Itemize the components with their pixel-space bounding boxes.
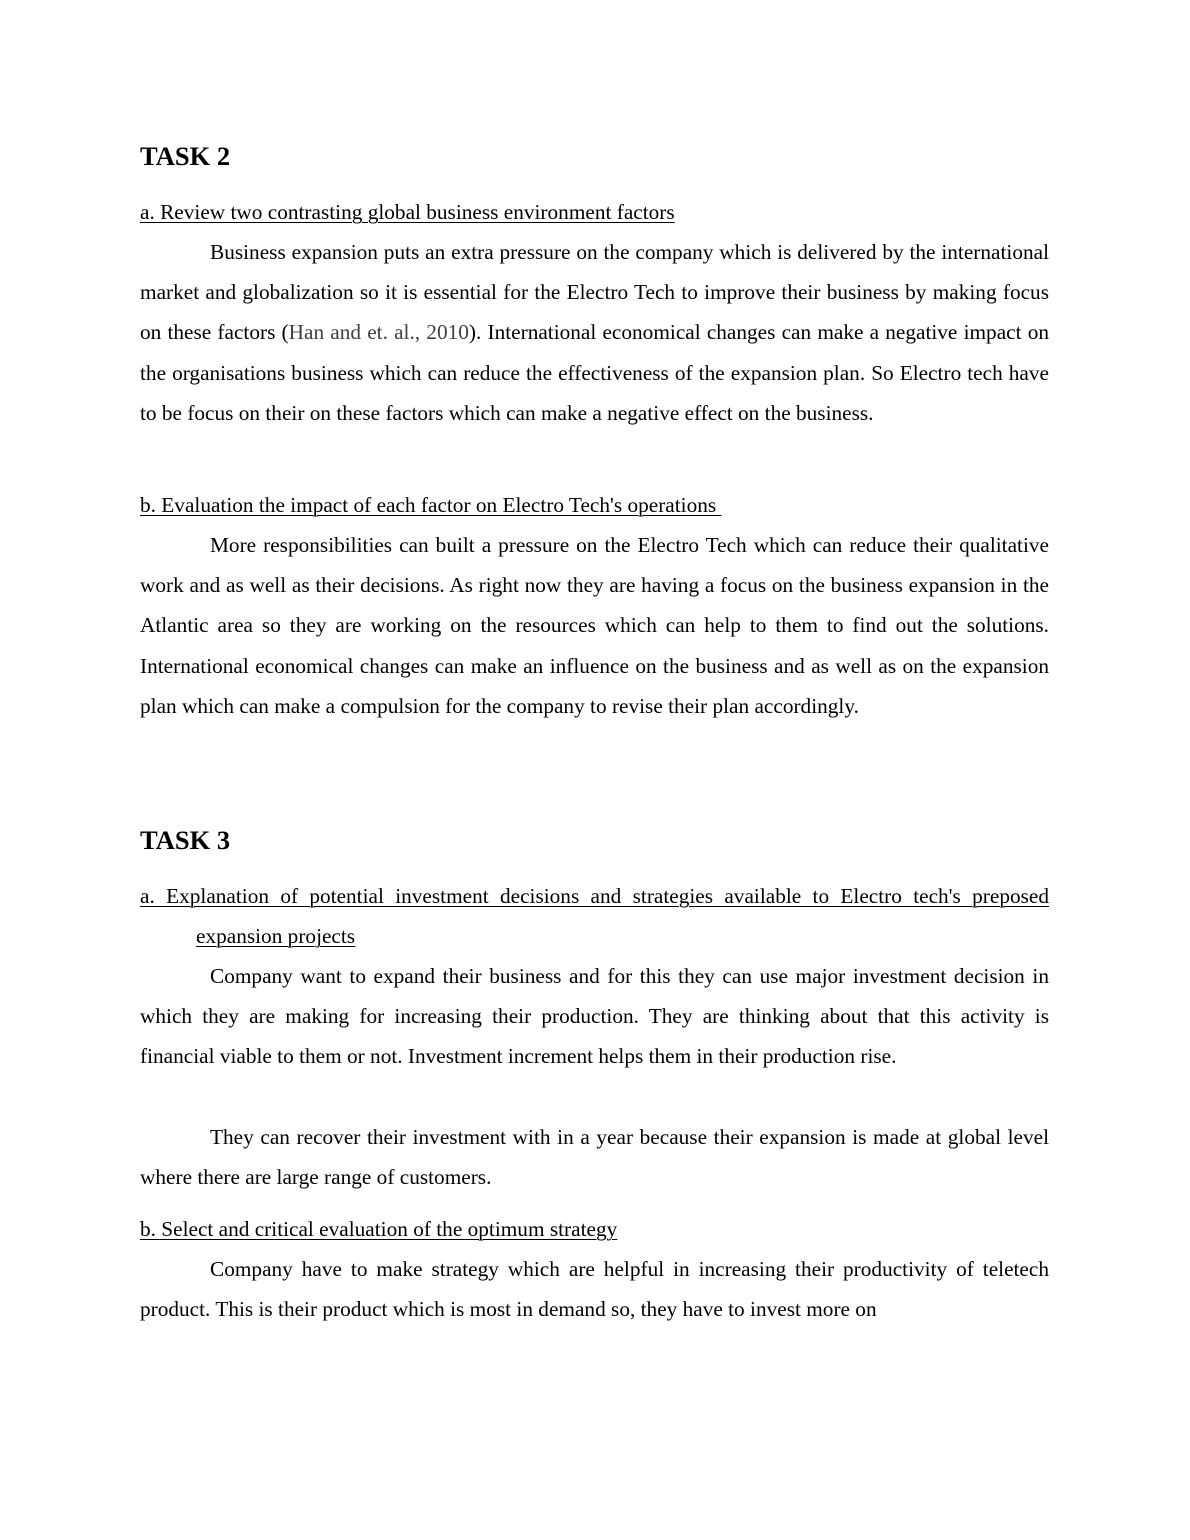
task-2b-paragraph: More responsibilities can built a pressure on the Electro Tech which can reduce their qualitative work and as well as their decisions. As right now they are having a focus on the business expansion in the Atlantic area so they are working on the resources which can help to them to find out the solutions. International economical changes can make an influence on the business and as well as on the expansion plan which can make a compulsion for the company to revise their plan accordingly. xyxy=(140,533,1049,718)
task-3b-title: b. Select and critical evaluation of the optimum strategy xyxy=(140,1217,618,1241)
task-2b-subheading xyxy=(140,485,1049,525)
task-2a-text-end: ). International economical changes can make a negative impact on the organisations business which can reduce the effectiveness of the expansion plan. So Electro tech have to be focus on their on these factors which can make a negative effect on the business. xyxy=(140,320,1049,425)
task-2b-title: b. Evaluation the impact of each factor on Electro Tech's operations xyxy=(140,493,722,517)
task-2-heading: TASK 2 xyxy=(140,141,231,171)
task-3a-paragraph-1: Company want to expand their business and for this they can use major investment decision in which they are making for increasing their production. They are thinking about that this activity is financial viable to them or not. Investment increment helps them in their production rise. xyxy=(140,964,1049,1069)
task-3a-paragraph-2: They can recover their investment with in a year because their expansion is made at global level where there are large range of customers. xyxy=(140,1125,1049,1190)
task-3b-paragraph: Company have to make strategy which are helpful in increasing their productivity of teletech product. This is their product which is most in demand so, they have to invest more on xyxy=(140,1257,1049,1322)
task-3a-title: a. Explanation of potential investment decisions and strategies available to Electro tech's preposed expansion projects xyxy=(140,884,1049,949)
task-2a-paragraph xyxy=(140,232,1049,433)
task-2a-title: a. Review two contrasting global business environment factors xyxy=(140,200,675,224)
task-3a-subheading xyxy=(140,876,1049,956)
task-2a-text-start: Business expansion puts an extra pressure on the company which is delivered by the international market and globalization so it is essential for the Electro Tech to improve their business by making focus on these factors ( xyxy=(140,240,1049,345)
task-3b-subheading xyxy=(140,1209,1049,1249)
task-2a-citation: Han and et. al., 2010 xyxy=(288,320,469,345)
task-3-heading: TASK 3 xyxy=(140,825,231,855)
task-2a-subheading xyxy=(140,192,1049,232)
